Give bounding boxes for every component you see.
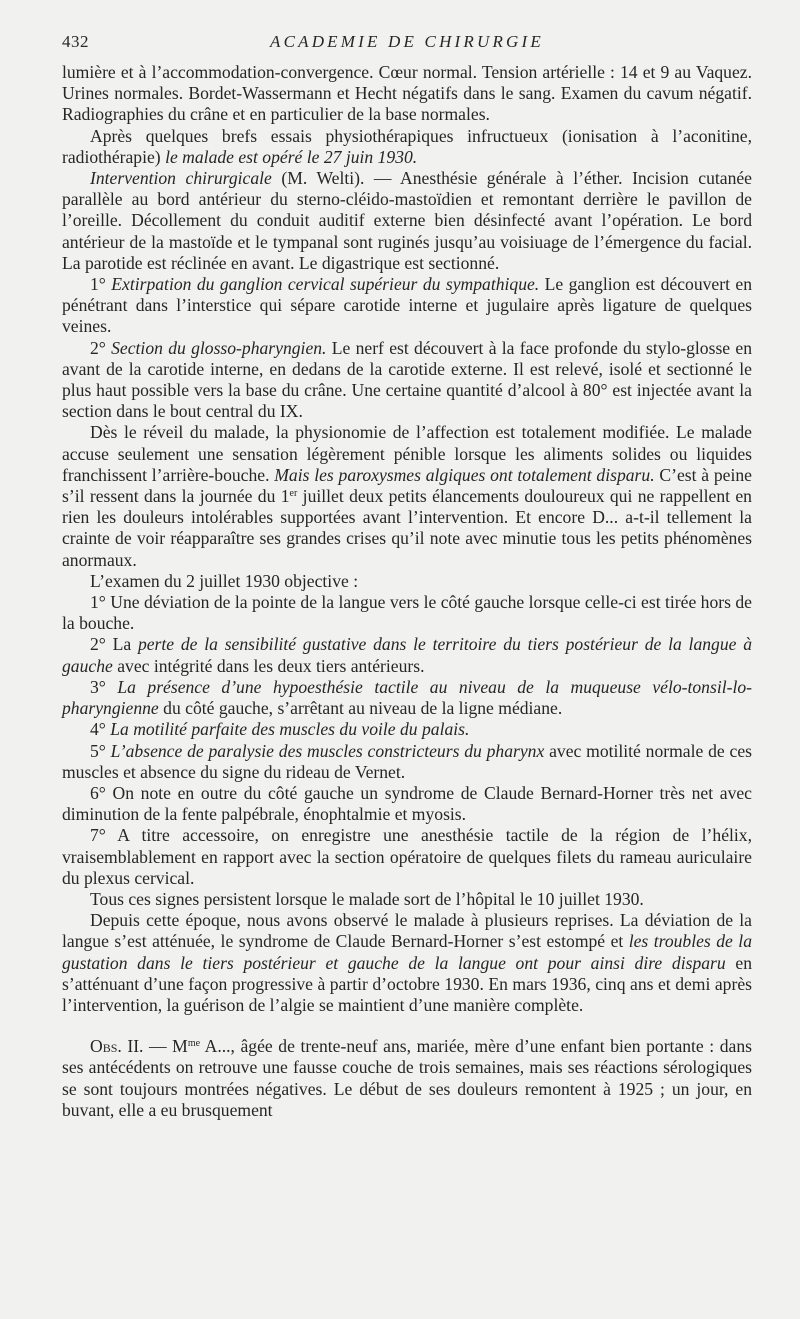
paragraph [62, 677, 752, 719]
running-title: ACADEMIE DE CHIRURGIE [270, 32, 544, 51]
text-run: 1° [90, 274, 112, 295]
text-run: 7° A titre accessoire, on enregistre une anesthésie tactile de la région de l’hélix, vraisemblablement en rapport avec la section opératoire de quelques filets du rameau auriculaire du plexus cervical. [62, 825, 752, 888]
text-run: C’est à peine s’il ressent dans la journée du 1 [62, 464, 752, 507]
text-run: avec motilité normale de ces muscles et absence du signe du rideau de Vernet. [62, 740, 752, 782]
paragraph [62, 634, 752, 676]
italic-text: Intervention chirurgicale [90, 168, 272, 189]
small-caps-text: Obs. II. [90, 1036, 144, 1057]
paragraph [62, 274, 752, 338]
text-run: lumière et à l’accommodation-convergence. Cœur normal. Tension artérielle : 14 et 9 au Vaquez. Urines normales. Bordet-Wassermann et Hecht négatifs dans le sang. Examen du cavum négatif. Radiographies du crâne et en particulier de la base normales. [62, 62, 752, 125]
paragraph [62, 168, 752, 274]
paragraph [62, 910, 752, 1016]
italic-text: La motilité parfaite des muscles du voile du palais. [110, 719, 470, 740]
italic-text: les troubles de la gustation dans le tiers postérieur et gauche de la langue ont pour ainsi dire disparu [62, 931, 752, 973]
text-run: juillet deux petits élancements douloureux qui ne rappellent en rien les douleurs intolérables supportées avant l’intervention. Et encore D... a-t-il tellement la crainte de voir réapparaître ses grandes crises qu’il note avec minutie tous les petits phénomènes anormaux. [62, 486, 752, 570]
text-run: 2° La [90, 634, 138, 655]
paragraph [62, 126, 752, 168]
text-run: Depuis cette époque, nous avons observé le malade à plusieurs reprises. La déviation de la langue s’est atténuée, le syndrome de Claude Bernard-Horner s’est estompé et [62, 910, 752, 952]
text-run: Le ganglion est découvert en pénétrant dans l’interstice qui sépare carotide interne et jugulaire après ligature de quelques veines. [62, 274, 753, 337]
superscript: er [289, 488, 298, 500]
text-run: en s’atténuant d’une façon progressive à partir d’octobre 1930. En mars 1936, cinq ans et demi après l’intervention, la guérison de l’algie se maintient d’une manière complète. [62, 952, 752, 1015]
paragraph [62, 825, 752, 889]
text-run: Tous ces signes persistent lorsque le malade sort de l’hôpital le 10 juillet 1930. [90, 888, 644, 909]
italic-text: Mais les paroxysmes algiques ont totalement disparu. [274, 464, 655, 485]
italic-text: perte de la sensibilité gustative dans le territoire du tiers postérieur de la langue à gauche [62, 634, 753, 676]
paragraph [62, 592, 752, 634]
paragraph [62, 783, 752, 825]
paragraph [62, 62, 752, 126]
text-run: 4° [90, 719, 111, 740]
paragraph [62, 741, 752, 783]
text-run: 1° Une déviation de la pointe de la langue vers le côté gauche lorsque celle-ci est tirée hors de la bouche. [62, 592, 752, 634]
italic-text: le malade est opéré le 27 juin 1930. [165, 146, 418, 167]
superscript: me [187, 1038, 201, 1050]
italic-text: La présence d’une hypoesthésie tactile au niveau de la muqueuse vélo-tonsil-lo-pharyngienne [62, 676, 752, 719]
paragraph [62, 571, 752, 592]
text-run: (M. Welti). — Anesthésie générale à l’éther. Incision cutanée parallèle au bord antérieur du sterno-cléido-mastoïdien et remontant derrière le pavillon de l’oreille. Décollement du conduit auditif externe bien désinfecté avant l’opération. Le bord antérieur de la mastoïde et le tympanal sont ruginés jusqu’au voisiuage de l’émergence du facial. La parotide est réclinée en avant. Le digastrique est sectionné. [62, 168, 752, 273]
paragraph [62, 889, 752, 910]
text-run: A..., âgée de trente-neuf ans, mariée, mère d’une enfant bien portante : dans ses antécédents on retrouve une fausse couche de trois semaines, mais ses réactions sérologiques se sont toujours montrées négatives. Le début de ses douleurs remontent à 1925 ; un jour, en buvant, elle a eu brusquement [62, 1036, 752, 1120]
paragraph [62, 338, 752, 423]
paragraph [62, 1036, 752, 1121]
text-run: L’examen du 2 juillet 1930 objective : [90, 570, 359, 591]
body-text [62, 62, 752, 1121]
text-run: Le nerf est découvert à la face profonde du stylo-glosse en avant de la carotide interne, en dedans de la carotide externe. Il est relevé, isolé et sectionné le plus haut possible vers la base du crâne. Une certaine quantité d’alcool à 80° est injectée avant la section dans le bout central du IX. [62, 337, 752, 422]
paragraph [62, 719, 752, 740]
text-run: 2° [90, 337, 112, 358]
text-run: Dès le réveil du malade, la physionomie de l’affection est totalement modifiée. Le malade accuse seulement une sensation légèrement pénible lorsque les aliments solides ou liquides franchissent l’arrière-bouche. [62, 422, 752, 485]
text-run: Après quelques brefs essais physiothérapiques infructueux (ionisation à l’aconitine, radiothérapie) [62, 125, 752, 167]
italic-text: L’absence de paralysie des muscles constricteurs du pharynx [110, 740, 545, 761]
text-run: du côté gauche, s’arrêtant au niveau de la ligne médiane. [158, 698, 563, 719]
page-header [62, 32, 752, 54]
italic-text: Extirpation du ganglion cervical supérieur du sympathique. [111, 274, 540, 295]
text-run: 3° [90, 676, 118, 697]
italic-text: Section du glosso-pharyngien. [111, 337, 327, 358]
text-run: — M [143, 1036, 188, 1057]
text-run: 6° On note en outre du côté gauche un syndrome de Claude Bernard-Horner très net avec diminution de la fente palpébrale, énophtalmie et myosis. [62, 782, 752, 825]
text-run: avec intégrité dans les deux tiers antérieurs. [112, 655, 425, 676]
paragraph [62, 422, 752, 570]
page-number: 432 [62, 32, 89, 51]
text-run: 5° [90, 740, 111, 761]
